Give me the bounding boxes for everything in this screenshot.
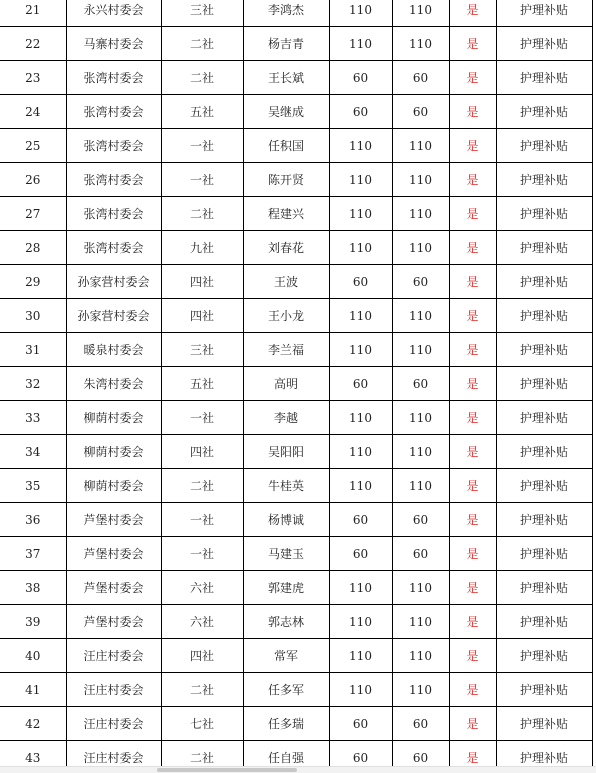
cell-flag[interactable]: 是 xyxy=(449,605,496,639)
cell-amount-a[interactable]: 110 xyxy=(329,401,392,435)
cell-amount-a[interactable]: 110 xyxy=(329,299,392,333)
cell-village-group[interactable]: 四社 xyxy=(161,265,243,299)
cell-amount-a[interactable]: 110 xyxy=(329,0,392,27)
cell-person-name[interactable]: 王小龙 xyxy=(243,299,329,333)
cell-person-name[interactable]: 吴继成 xyxy=(243,95,329,129)
table-row xyxy=(0,401,592,435)
cell-amount-b[interactable]: 110 xyxy=(392,299,449,333)
cell-amount-b[interactable]: 60 xyxy=(392,741,449,767)
cell-village-committee[interactable]: 张湾村委会 xyxy=(66,61,161,95)
cell-amount-b[interactable]: 110 xyxy=(392,605,449,639)
scrollbar-thumb[interactable] xyxy=(157,768,297,772)
cell-person-name[interactable]: 常军 xyxy=(243,639,329,673)
cell-subsidy-type[interactable]: 护理补贴 xyxy=(496,197,592,231)
cell-village-committee[interactable]: 孙家营村委会 xyxy=(66,299,161,333)
cell-subsidy-type[interactable]: 护理补贴 xyxy=(496,741,592,767)
cell-amount-b[interactable]: 110 xyxy=(392,435,449,469)
cell-serial-no[interactable]: 31 xyxy=(0,333,66,367)
cell-person-name[interactable]: 马建玉 xyxy=(243,537,329,571)
cell-village-committee[interactable]: 张湾村委会 xyxy=(66,163,161,197)
cell-person-name[interactable]: 李兰福 xyxy=(243,333,329,367)
cell-amount-b[interactable]: 60 xyxy=(392,95,449,129)
cell-amount-b[interactable]: 110 xyxy=(392,197,449,231)
cell-village-committee[interactable]: 永兴村委会 xyxy=(66,0,161,27)
cell-serial-no[interactable]: 39 xyxy=(0,605,66,639)
cell-village-group[interactable]: 四社 xyxy=(161,435,243,469)
cell-subsidy-type[interactable]: 护理补贴 xyxy=(496,673,592,707)
cell-person-name[interactable]: 郭志林 xyxy=(243,605,329,639)
cell-subsidy-type[interactable]: 护理补贴 xyxy=(496,61,592,95)
cell-village-group[interactable]: 一社 xyxy=(161,163,243,197)
cell-subsidy-type[interactable]: 护理补贴 xyxy=(496,0,592,27)
cell-amount-a[interactable]: 110 xyxy=(329,435,392,469)
table-row xyxy=(0,571,592,605)
cell-subsidy-type[interactable]: 护理补贴 xyxy=(496,401,592,435)
cell-serial-no[interactable]: 43 xyxy=(0,741,66,767)
cell-village-committee[interactable]: 暖泉村委会 xyxy=(66,333,161,367)
cell-village-committee[interactable]: 张湾村委会 xyxy=(66,197,161,231)
table-row xyxy=(0,0,592,27)
cell-village-group[interactable]: 一社 xyxy=(161,503,243,537)
cell-amount-b[interactable]: 110 xyxy=(392,639,449,673)
cell-subsidy-type[interactable]: 护理补贴 xyxy=(496,95,592,129)
cell-serial-no[interactable]: 32 xyxy=(0,367,66,401)
cell-village-group[interactable]: 七社 xyxy=(161,707,243,741)
cell-serial-no[interactable]: 34 xyxy=(0,435,66,469)
cell-serial-no[interactable]: 25 xyxy=(0,129,66,163)
table-row xyxy=(0,129,592,163)
cell-flag[interactable]: 是 xyxy=(449,61,496,95)
cell-person-name[interactable]: 程建兴 xyxy=(243,197,329,231)
cell-amount-a[interactable]: 60 xyxy=(329,707,392,741)
table-row xyxy=(0,639,592,673)
cell-flag[interactable]: 是 xyxy=(449,27,496,61)
cell-amount-a[interactable]: 110 xyxy=(329,469,392,503)
cell-amount-a[interactable]: 110 xyxy=(329,673,392,707)
cell-subsidy-type[interactable]: 护理补贴 xyxy=(496,231,592,265)
cell-amount-a[interactable]: 60 xyxy=(329,265,392,299)
cell-flag[interactable]: 是 xyxy=(449,231,496,265)
table-row xyxy=(0,265,592,299)
table-row xyxy=(0,27,592,61)
cell-village-group[interactable]: 一社 xyxy=(161,129,243,163)
cell-amount-b[interactable]: 60 xyxy=(392,61,449,95)
cell-amount-b[interactable]: 110 xyxy=(392,401,449,435)
cell-amount-b[interactable]: 110 xyxy=(392,163,449,197)
table-row xyxy=(0,605,592,639)
table-row xyxy=(0,61,592,95)
cell-subsidy-type[interactable]: 护理补贴 xyxy=(496,503,592,537)
cell-village-committee[interactable]: 孙家营村委会 xyxy=(66,265,161,299)
cell-amount-a[interactable]: 110 xyxy=(329,333,392,367)
cell-flag[interactable]: 是 xyxy=(449,333,496,367)
table-row xyxy=(0,333,592,367)
cell-flag[interactable]: 是 xyxy=(449,265,496,299)
cell-amount-a[interactable]: 110 xyxy=(329,571,392,605)
cell-amount-a[interactable]: 60 xyxy=(329,367,392,401)
cell-person-name[interactable]: 吴阳阳 xyxy=(243,435,329,469)
table-row xyxy=(0,503,592,537)
cell-serial-no[interactable]: 35 xyxy=(0,469,66,503)
cell-village-group[interactable]: 二社 xyxy=(161,469,243,503)
cell-flag[interactable]: 是 xyxy=(449,639,496,673)
cell-village-group[interactable]: 四社 xyxy=(161,299,243,333)
cell-flag[interactable]: 是 xyxy=(449,537,496,571)
cell-serial-no[interactable]: 24 xyxy=(0,95,66,129)
cell-village-group[interactable]: 六社 xyxy=(161,571,243,605)
cell-subsidy-type[interactable]: 护理补贴 xyxy=(496,571,592,605)
cell-amount-a[interactable]: 110 xyxy=(329,605,392,639)
cell-village-group[interactable]: 五社 xyxy=(161,95,243,129)
cell-person-name[interactable]: 王长斌 xyxy=(243,61,329,95)
cell-serial-no[interactable]: 26 xyxy=(0,163,66,197)
cell-village-group[interactable]: 三社 xyxy=(161,333,243,367)
table-row xyxy=(0,673,592,707)
table-row xyxy=(0,707,592,741)
cell-village-group[interactable]: 一社 xyxy=(161,537,243,571)
cell-amount-b[interactable]: 110 xyxy=(392,231,449,265)
cell-village-committee[interactable]: 柳荫村委会 xyxy=(66,435,161,469)
cell-serial-no[interactable]: 23 xyxy=(0,61,66,95)
cell-village-committee[interactable]: 汪庄村委会 xyxy=(66,707,161,741)
cell-serial-no[interactable]: 41 xyxy=(0,673,66,707)
cell-amount-a[interactable]: 60 xyxy=(329,537,392,571)
cell-amount-a[interactable]: 60 xyxy=(329,741,392,767)
cell-subsidy-type[interactable]: 护理补贴 xyxy=(496,605,592,639)
cell-subsidy-type[interactable]: 护理补贴 xyxy=(496,435,592,469)
cell-subsidy-type[interactable]: 护理补贴 xyxy=(496,27,592,61)
cell-serial-no[interactable]: 30 xyxy=(0,299,66,333)
cell-serial-no[interactable]: 33 xyxy=(0,401,66,435)
cell-village-group[interactable]: 二社 xyxy=(161,197,243,231)
cell-serial-no[interactable]: 36 xyxy=(0,503,66,537)
cell-village-committee[interactable]: 芦堡村委会 xyxy=(66,537,161,571)
cell-flag[interactable]: 是 xyxy=(449,401,496,435)
cell-subsidy-type[interactable]: 护理补贴 xyxy=(496,163,592,197)
cell-village-group[interactable]: 一社 xyxy=(161,401,243,435)
cell-amount-b[interactable]: 60 xyxy=(392,367,449,401)
cell-subsidy-type[interactable]: 护理补贴 xyxy=(496,367,592,401)
cell-village-committee[interactable]: 张湾村委会 xyxy=(66,231,161,265)
cell-flag[interactable]: 是 xyxy=(449,707,496,741)
cell-amount-a[interactable]: 60 xyxy=(329,61,392,95)
cell-village-committee[interactable]: 芦堡村委会 xyxy=(66,605,161,639)
cell-village-group[interactable]: 三社 xyxy=(161,0,243,27)
table-row xyxy=(0,367,592,401)
cell-flag[interactable]: 是 xyxy=(449,299,496,333)
cell-village-committee[interactable]: 汪庄村委会 xyxy=(66,741,161,767)
cell-village-committee[interactable]: 芦堡村委会 xyxy=(66,571,161,605)
cell-subsidy-type[interactable]: 护理补贴 xyxy=(496,129,592,163)
cell-village-group[interactable]: 五社 xyxy=(161,367,243,401)
cell-amount-b[interactable]: 110 xyxy=(392,0,449,27)
cell-amount-b[interactable]: 110 xyxy=(392,27,449,61)
cell-person-name[interactable]: 高明 xyxy=(243,367,329,401)
cell-person-name[interactable]: 李鸿杰 xyxy=(243,0,329,27)
cell-village-committee[interactable]: 朱湾村委会 xyxy=(66,367,161,401)
cell-flag[interactable]: 是 xyxy=(449,503,496,537)
cell-village-group[interactable]: 四社 xyxy=(161,639,243,673)
cell-flag[interactable]: 是 xyxy=(449,163,496,197)
cell-village-group[interactable]: 二社 xyxy=(161,61,243,95)
cell-amount-a[interactable]: 110 xyxy=(329,639,392,673)
cell-amount-a[interactable]: 60 xyxy=(329,503,392,537)
cell-serial-no[interactable]: 38 xyxy=(0,571,66,605)
table-row xyxy=(0,95,592,129)
cell-amount-a[interactable]: 110 xyxy=(329,231,392,265)
cell-flag[interactable]: 是 xyxy=(449,367,496,401)
cell-amount-b[interactable]: 60 xyxy=(392,537,449,571)
cell-serial-no[interactable]: 21 xyxy=(0,0,66,27)
cell-amount-a[interactable]: 110 xyxy=(329,129,392,163)
cell-person-name[interactable]: 李越 xyxy=(243,401,329,435)
cell-village-committee[interactable]: 汪庄村委会 xyxy=(66,673,161,707)
table-row xyxy=(0,231,592,265)
cell-person-name[interactable]: 郭建虎 xyxy=(243,571,329,605)
cell-village-committee[interactable]: 柳荫村委会 xyxy=(66,469,161,503)
table-row xyxy=(0,469,592,503)
cell-village-committee[interactable]: 张湾村委会 xyxy=(66,95,161,129)
cell-person-name[interactable]: 任自强 xyxy=(243,741,329,767)
cell-person-name[interactable]: 任多瑞 xyxy=(243,707,329,741)
cell-village-group[interactable]: 六社 xyxy=(161,605,243,639)
cell-amount-b[interactable]: 60 xyxy=(392,265,449,299)
cell-flag[interactable]: 是 xyxy=(449,0,496,27)
cell-flag[interactable]: 是 xyxy=(449,435,496,469)
cell-serial-no[interactable]: 29 xyxy=(0,265,66,299)
table-row xyxy=(0,163,592,197)
cell-subsidy-type[interactable]: 护理补贴 xyxy=(496,299,592,333)
table-row xyxy=(0,299,592,333)
cell-serial-no[interactable]: 40 xyxy=(0,639,66,673)
cell-village-committee[interactable]: 张湾村委会 xyxy=(66,129,161,163)
cell-flag[interactable]: 是 xyxy=(449,197,496,231)
cell-serial-no[interactable]: 42 xyxy=(0,707,66,741)
cell-amount-b[interactable]: 60 xyxy=(392,503,449,537)
cell-subsidy-type[interactable]: 护理补贴 xyxy=(496,639,592,673)
cell-person-name[interactable]: 王波 xyxy=(243,265,329,299)
cell-amount-b[interactable]: 110 xyxy=(392,469,449,503)
cell-amount-a[interactable]: 60 xyxy=(329,95,392,129)
cell-person-name[interactable]: 牛桂英 xyxy=(243,469,329,503)
cell-amount-b[interactable]: 110 xyxy=(392,129,449,163)
cell-person-name[interactable]: 陈开贤 xyxy=(243,163,329,197)
table-row xyxy=(0,537,592,571)
cell-person-name[interactable]: 任多军 xyxy=(243,673,329,707)
cell-serial-no[interactable]: 28 xyxy=(0,231,66,265)
cell-serial-no[interactable]: 22 xyxy=(0,27,66,61)
cell-amount-b[interactable]: 110 xyxy=(392,673,449,707)
horizontal-scrollbar[interactable] xyxy=(0,766,596,773)
cell-flag[interactable]: 是 xyxy=(449,95,496,129)
cell-subsidy-type[interactable]: 护理补贴 xyxy=(496,707,592,741)
cell-flag[interactable]: 是 xyxy=(449,571,496,605)
cell-person-name[interactable]: 任积国 xyxy=(243,129,329,163)
cell-person-name[interactable]: 杨吉青 xyxy=(243,27,329,61)
cell-village-group[interactable]: 二社 xyxy=(161,673,243,707)
cell-person-name[interactable]: 刘春花 xyxy=(243,231,329,265)
cell-subsidy-type[interactable]: 护理补贴 xyxy=(496,333,592,367)
cell-village-committee[interactable]: 马寨村委会 xyxy=(66,27,161,61)
table-row xyxy=(0,741,592,767)
cell-serial-no[interactable]: 37 xyxy=(0,537,66,571)
cell-amount-a[interactable]: 110 xyxy=(329,197,392,231)
table-row xyxy=(0,197,592,231)
cell-flag[interactable]: 是 xyxy=(449,469,496,503)
cell-subsidy-type[interactable]: 护理补贴 xyxy=(496,469,592,503)
cell-village-committee[interactable]: 柳荫村委会 xyxy=(66,401,161,435)
table-row xyxy=(0,435,592,469)
cell-serial-no[interactable]: 27 xyxy=(0,197,66,231)
cell-flag[interactable]: 是 xyxy=(449,741,496,767)
cell-subsidy-type[interactable]: 护理补贴 xyxy=(496,265,592,299)
cell-subsidy-type[interactable]: 护理补贴 xyxy=(496,537,592,571)
cell-person-name[interactable]: 杨博诚 xyxy=(243,503,329,537)
cell-flag[interactable]: 是 xyxy=(449,673,496,707)
cell-amount-b[interactable]: 110 xyxy=(392,571,449,605)
cell-village-group[interactable]: 九社 xyxy=(161,231,243,265)
cell-flag[interactable]: 是 xyxy=(449,129,496,163)
cell-village-committee[interactable]: 芦堡村委会 xyxy=(66,503,161,537)
cell-amount-a[interactable]: 110 xyxy=(329,163,392,197)
cell-village-group[interactable]: 二社 xyxy=(161,27,243,61)
cell-amount-b[interactable]: 110 xyxy=(392,333,449,367)
cell-village-group[interactable]: 二社 xyxy=(161,741,243,767)
cell-village-committee[interactable]: 汪庄村委会 xyxy=(66,639,161,673)
cell-amount-a[interactable]: 110 xyxy=(329,27,392,61)
cell-amount-b[interactable]: 60 xyxy=(392,707,449,741)
